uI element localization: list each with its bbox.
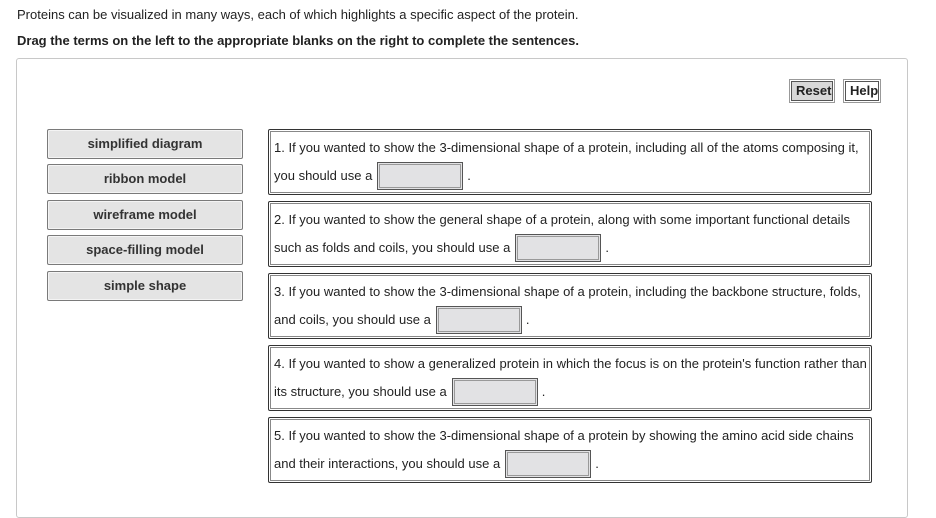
instruction-text: Drag the terms on the left to the appropriate blanks on the right to complete the sentences. bbox=[17, 33, 579, 48]
term-ribbon-model[interactable]: ribbon model bbox=[47, 164, 243, 194]
sentence-1 bbox=[268, 129, 872, 195]
sentence-4-end: . bbox=[541, 384, 546, 399]
term-space-filling-model[interactable]: space-filling model bbox=[47, 235, 243, 265]
sentence-3 bbox=[268, 273, 872, 339]
sentence-2-text: 2. If you wanted to show the general shape of a protein, along with some important functional details bbox=[274, 212, 850, 227]
term-simple-shape[interactable]: simple shape bbox=[47, 271, 243, 301]
sentence-3-end: . bbox=[525, 312, 530, 327]
sentence-5-end: . bbox=[595, 456, 599, 471]
sentence-3-lead: and coils, you should use a bbox=[274, 312, 431, 327]
term-simplified-diagram[interactable]: simplified diagram bbox=[47, 129, 243, 159]
sentence-2-lead: such as folds and coils, you should use a bbox=[274, 240, 511, 255]
sentence-5-text: 5. If you wanted to show the 3-dimensional shape of a protein by showing the amino acid side chains bbox=[274, 428, 854, 443]
sentence-4-lead: its structure, you should use a bbox=[274, 384, 447, 399]
intro-text: Proteins can be visualized in many ways, each of which highlights a specific aspect of the protein. bbox=[17, 7, 579, 22]
sentence-2 bbox=[268, 201, 872, 267]
sentence-5-lead: and their interactions, you should use a bbox=[274, 456, 501, 471]
sentence-5 bbox=[268, 417, 872, 483]
reset-button[interactable]: Reset bbox=[791, 81, 833, 101]
sentence-3-text: 3. If you wanted to show the 3-dimensional shape of a protein, including the backbone structure, folds, bbox=[274, 284, 861, 299]
sentence-1-text: 1. If you wanted to show the 3-dimensional shape of a protein, including all of the atoms composing it, bbox=[274, 140, 859, 155]
blank-5-drop-target[interactable] bbox=[505, 450, 591, 478]
blank-1-drop-target[interactable] bbox=[377, 162, 463, 190]
sentence-4-text: 4. If you wanted to show a generalized protein in which the focus is on the protein's function rather than bbox=[274, 356, 867, 371]
sentence-2-end: . bbox=[605, 240, 609, 255]
term-wireframe-model[interactable]: wireframe model bbox=[47, 200, 243, 230]
sentence-1-lead: you should use a bbox=[274, 168, 373, 183]
sentence-4 bbox=[268, 345, 872, 411]
blank-2-drop-target[interactable] bbox=[515, 234, 601, 262]
blank-3-drop-target[interactable] bbox=[436, 306, 522, 334]
blank-4-drop-target[interactable] bbox=[452, 378, 538, 406]
help-button[interactable]: Help bbox=[845, 81, 879, 101]
sentence-1-end: . bbox=[467, 168, 471, 183]
